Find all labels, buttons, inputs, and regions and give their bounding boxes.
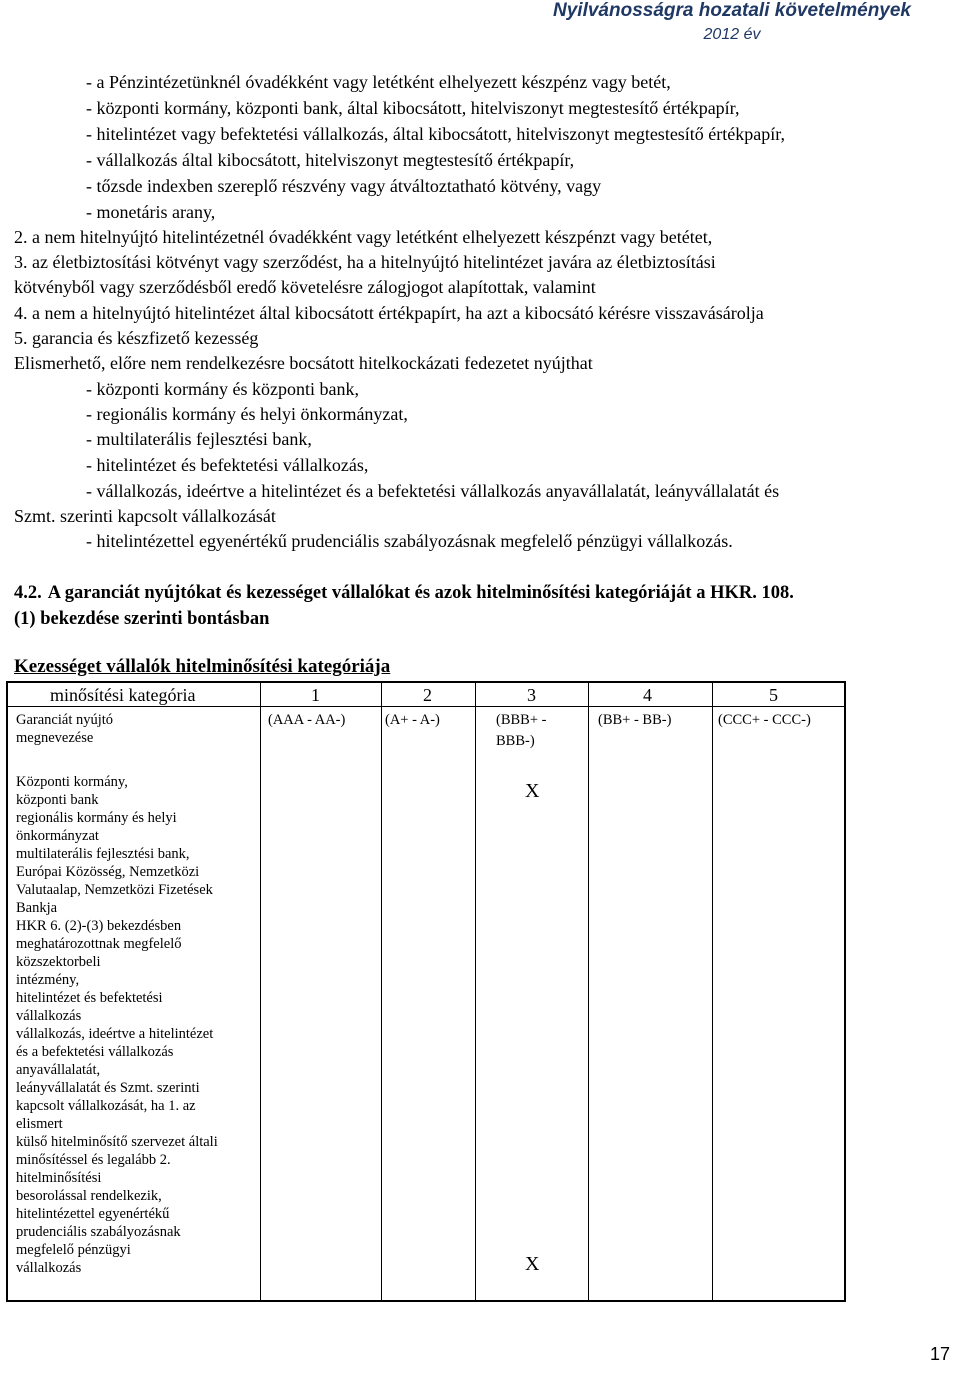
entity-line: vállalkozás xyxy=(16,1260,82,1276)
entity-line: leányvállalatát és Szmt. szerinti xyxy=(16,1080,200,1096)
entity-line: hitelintézet és befektetési xyxy=(16,990,163,1006)
entity-line: meghatározottnak megfelelő xyxy=(16,936,182,952)
section-number: 4.2. xyxy=(14,583,42,603)
entity-line: közszektorbeli xyxy=(16,954,101,970)
category-1: 1 xyxy=(311,685,320,705)
entity-list xyxy=(16,773,256,1277)
section-heading-line1: A garanciát nyújtókat és kezességet vállalókat és azok hitelminősítési kategóriáját a HKR. 108. xyxy=(47,583,794,603)
table-divider xyxy=(260,683,261,1300)
rating-4: (BB+ - BB-) xyxy=(598,712,672,728)
category-3: 3 xyxy=(527,685,536,705)
header-year: 2012 év xyxy=(703,26,761,43)
table-divider xyxy=(588,683,589,1300)
body-line: 4. a nem a hitelnyújtó hitelintézet által kibocsátott értékpapírt, ha azt a kibocsátó kérésre visszavásárolja xyxy=(14,303,764,323)
rating-3a: (BBB+ - xyxy=(496,712,547,728)
entity-line: vállalkozás, ideértve a hitelintézet xyxy=(16,1026,214,1042)
rating-table xyxy=(6,681,846,1302)
entity-line: hitelintézettel egyenértékű xyxy=(16,1206,170,1222)
entity-line: Valutaalap, Nemzetközi Fizetések xyxy=(16,882,213,898)
category-4: 4 xyxy=(643,685,652,705)
entity-line: kapcsolt vállalkozását, ha 1. az xyxy=(16,1098,196,1114)
body-line: Szmt. szerinti kapcsolt vállalkozását xyxy=(14,506,276,526)
entity-line: prudenciális szabályozásnak xyxy=(16,1224,181,1240)
body-line: - vállalkozás által kibocsátott, hitelviszonyt megtestesítő értékpapír, xyxy=(86,150,575,170)
entity-line: regionális kormány és helyi xyxy=(16,810,177,826)
body-line: - hitelintézet és befektetési vállalkozás, xyxy=(86,455,369,475)
header-category-label: minősítési kategória xyxy=(50,685,196,705)
entity-line: besorolással rendelkezik, xyxy=(16,1188,162,1204)
entity-line: HKR 6. (2)-(3) bekezdésben xyxy=(16,918,182,934)
entity-line: Európai Közösség, Nemzetközi xyxy=(16,864,200,880)
entity-line: Bankja xyxy=(16,900,58,916)
entity-line: anyavállalatát, xyxy=(16,1062,101,1078)
section-heading xyxy=(14,580,954,632)
body-line: 5. garancia és készfizető kezesség xyxy=(14,328,259,348)
body-line: - vállalkozás, ideértve a hitelintézet és a befektetési vállalkozás anyavállalatát, leányvállalatát és xyxy=(86,481,780,501)
entity-line: vállalkozás xyxy=(16,1008,82,1024)
table-divider xyxy=(475,683,476,1300)
body-line: 2. a nem hitelnyújtó hitelintézetnél óvadékként vagy letétként elhelyezett készpénzt vagy betétet, xyxy=(14,227,713,247)
body-line: - hitelintézet vagy befektetési vállalkozás, által kibocsátott, hitelviszonyt megtestesítő értékpapír, xyxy=(86,124,786,144)
entity-line: multilaterális fejlesztési bank, xyxy=(16,846,190,862)
rating-1: (AAA - AA-) xyxy=(268,712,346,728)
entity-line: és a befektetési vállalkozás xyxy=(16,1044,174,1060)
rating-2: (A+ - A-) xyxy=(385,712,440,728)
page-number: 17 xyxy=(929,1344,950,1364)
body-line: - monetáris arany, xyxy=(86,202,216,222)
entity-line: intézmény, xyxy=(16,972,80,988)
body-line: - hitelintézettel egyenértékű prudenciális szabályozásnak megfelelő pénzügyi vállalkozás. xyxy=(86,531,733,551)
entity-line: megfelelő pénzügyi xyxy=(16,1242,131,1258)
body-line: 3. az életbiztosítási kötvényt vagy szerződést, ha a hitelnyújtó hitelintézet javára az életbiztosítási xyxy=(14,252,716,272)
entity-line: külső hitelminősítő szervezet általi xyxy=(16,1134,218,1150)
entity-line: elismert xyxy=(16,1116,63,1132)
body-line: kötvényből vagy szerződésből eredő követelésre zálogjogot alapítottak, valamint xyxy=(14,277,596,297)
mark-x: X xyxy=(525,780,540,802)
entity-line: önkormányzat xyxy=(16,828,99,844)
body-line: - tőzsde indexben szereplő részvény vagy átváltoztatható kötvény, vagy xyxy=(86,176,602,196)
mark-x: X xyxy=(525,1253,540,1275)
entity-line: Központi kormány, xyxy=(16,774,128,790)
body-line: - központi kormány, központi bank, által kibocsátott, hitelviszonyt megtestesítő értékpapír, xyxy=(86,98,740,118)
body-line: Elismerhető, előre nem rendelkezésre bocsátott hitelkockázati fedezetet nyújthat xyxy=(14,353,593,373)
rating-5: (CCC+ - CCC-) xyxy=(718,712,811,728)
body-line: - központi kormány és központi bank, xyxy=(86,379,359,399)
entity-line: minősítéssel és legalább 2. xyxy=(16,1152,171,1168)
category-5: 5 xyxy=(769,685,778,705)
body-line: - multilaterális fejlesztési bank, xyxy=(86,429,312,449)
category-2: 2 xyxy=(423,685,432,705)
table-divider xyxy=(8,706,844,707)
table-divider xyxy=(381,683,382,1300)
section-heading-line2: (1) bekezdése szerinti bontásban xyxy=(14,609,270,629)
body-line: - regionális kormány és helyi önkormányzat, xyxy=(86,404,408,424)
body-line: - a Pénzintézetünknél óvadékként vagy letétként elhelyezett készpénz vagy betét, xyxy=(86,72,671,92)
table-divider xyxy=(712,683,713,1300)
table-title: Kezességet vállalók hitelminősítési kategóriája xyxy=(14,656,391,677)
header-title: Nyilvánosságra hozatali követelmények xyxy=(553,0,911,21)
page-header xyxy=(532,0,932,46)
entity-line: központi bank xyxy=(16,792,99,808)
row-label: Garanciát nyújtó megnevezése xyxy=(16,712,114,746)
entity-line: hitelminősítési xyxy=(16,1170,102,1186)
rating-3b: BBB-) xyxy=(496,733,535,749)
